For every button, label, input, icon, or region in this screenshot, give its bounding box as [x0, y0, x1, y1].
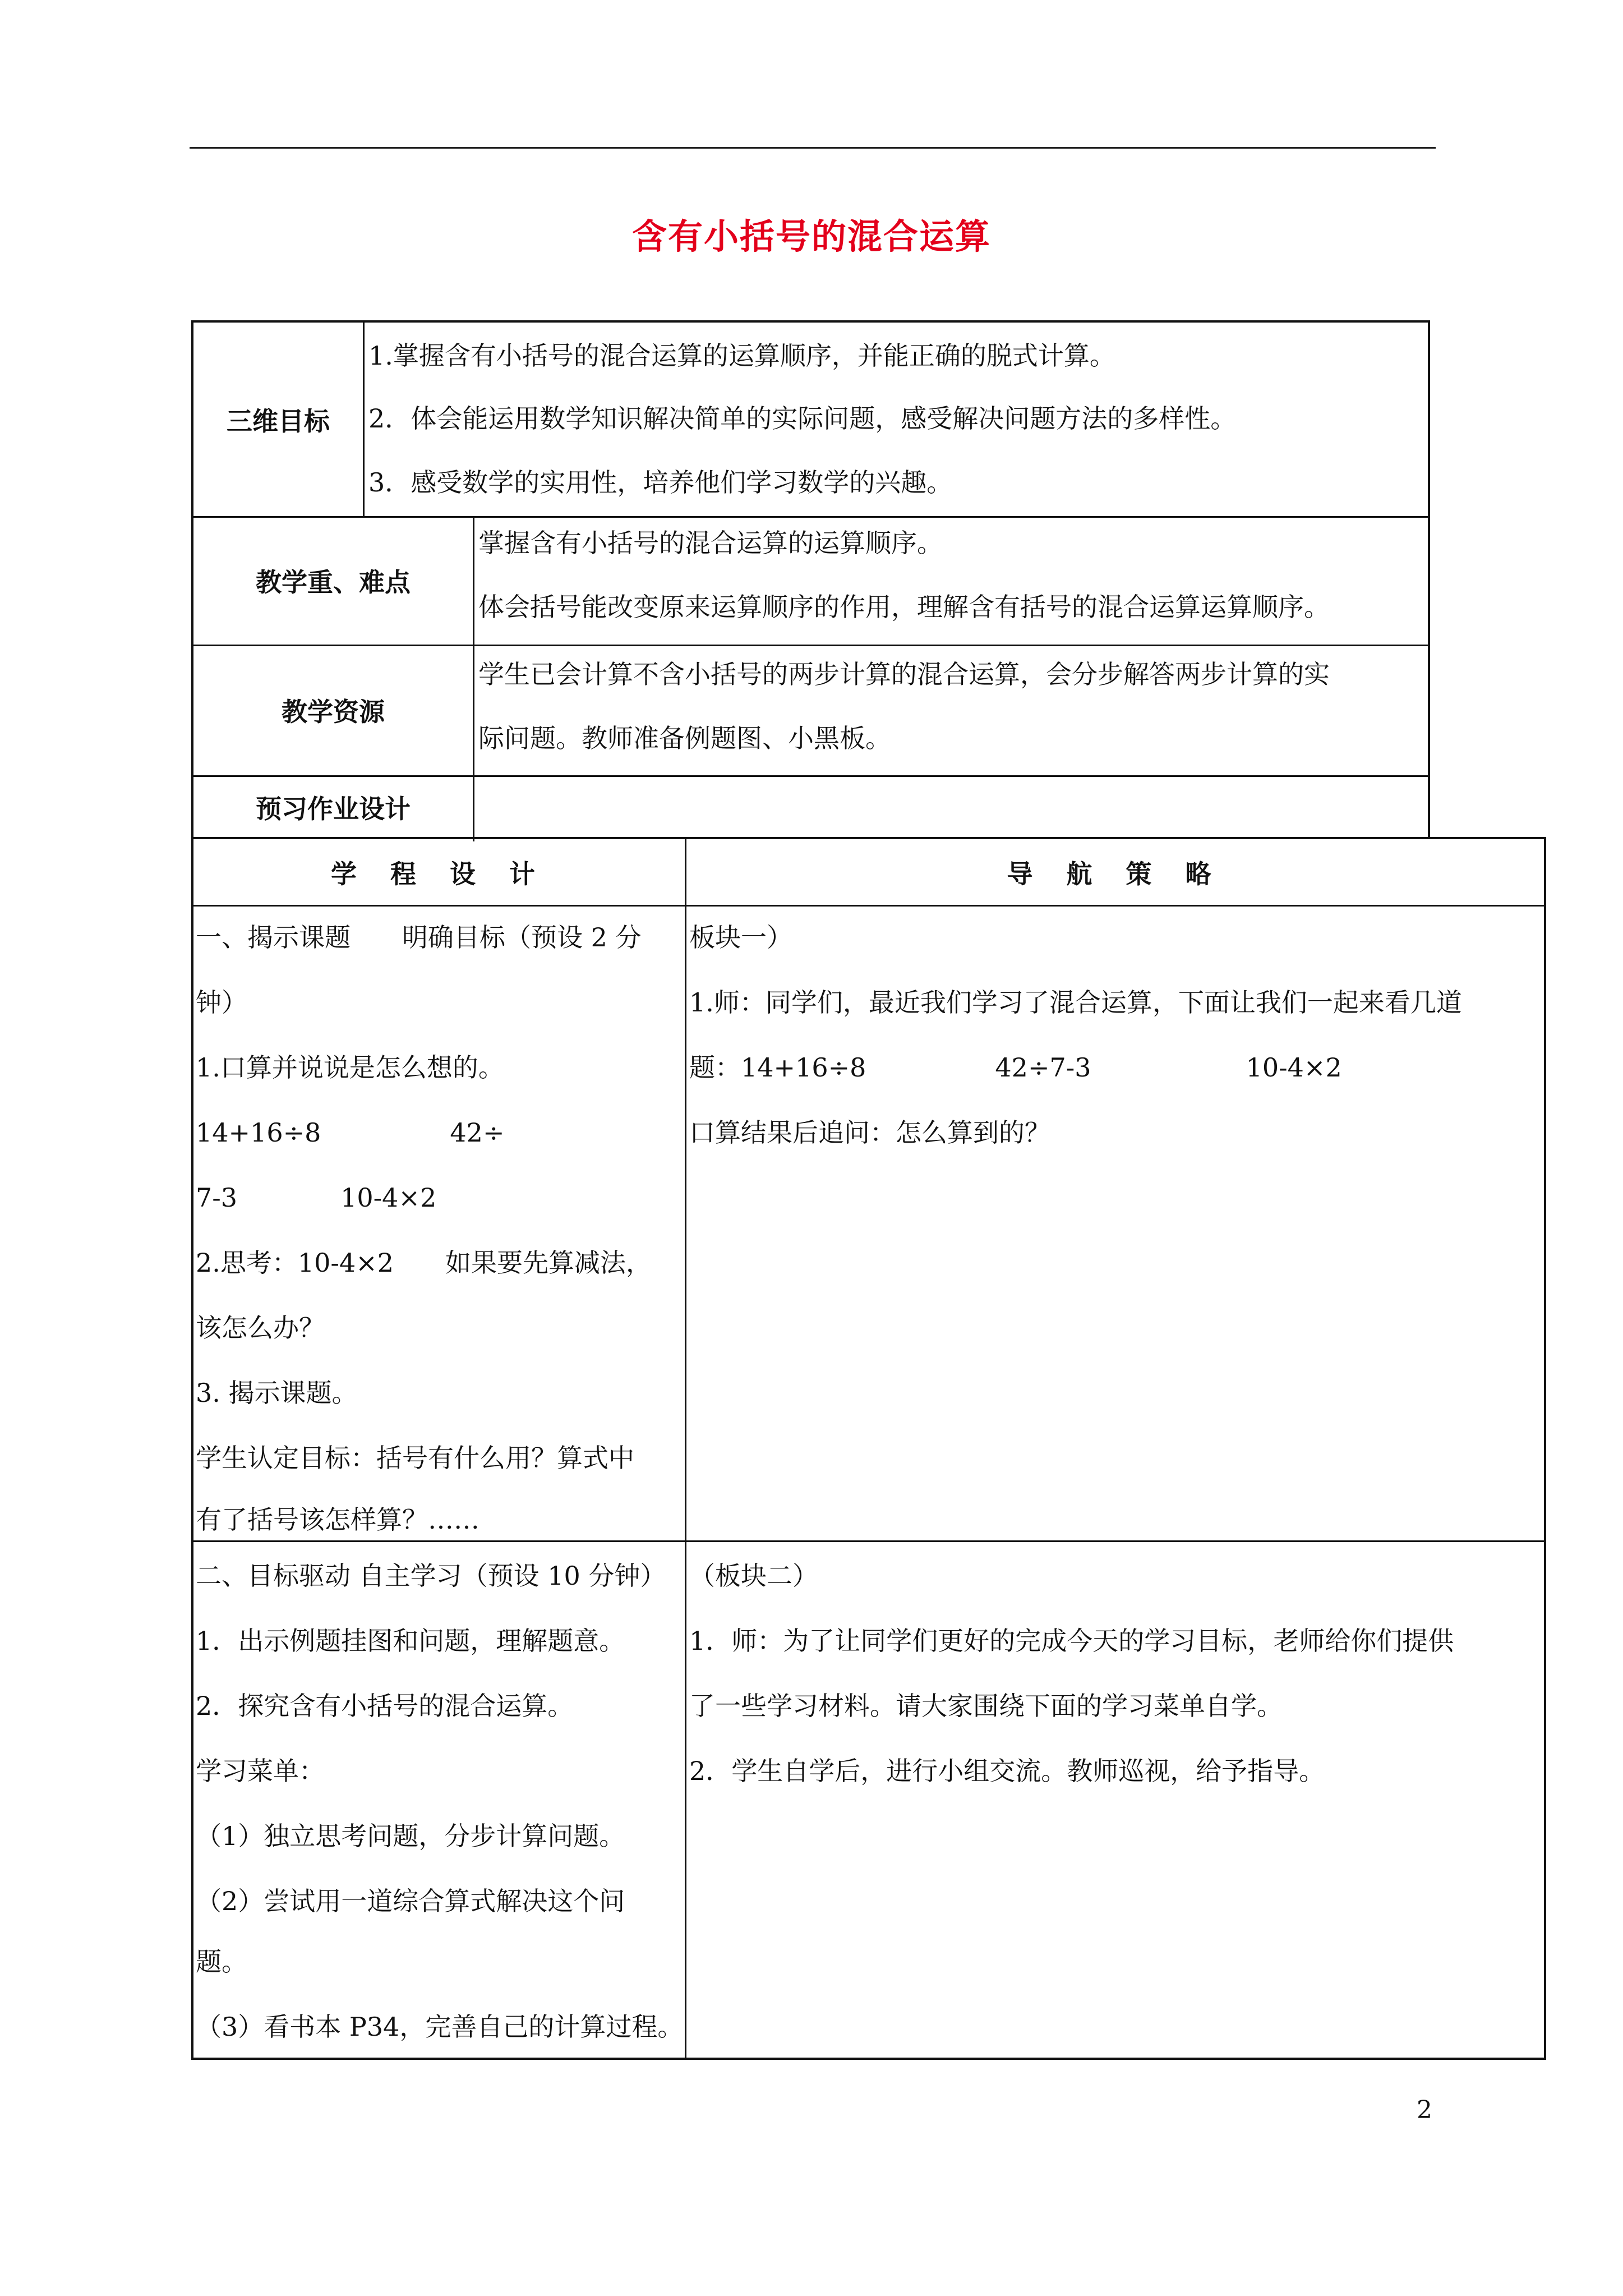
- section1-left-line-4: 14+16÷8 42÷: [196, 1117, 505, 1148]
- section1-left-line-9: 学生认定目标：括号有什么用？算式中: [196, 1443, 634, 1473]
- objective-line-2: 2．体会能运用数学知识解决简单的实际问题，感受解决问题方法的多样性。: [368, 403, 1237, 434]
- header-rule: [190, 147, 1436, 149]
- section1-right-line-3: 题：14+16÷8 42÷7-3 10-4×2: [689, 1052, 1342, 1083]
- section1-left-line-2: 钟）: [196, 987, 247, 1018]
- resources-line-1: 学生已会计算不含小括号的两步计算的混合运算，会分步解答两步计算的实: [478, 659, 1330, 689]
- section2-right-line-3: 了一些学习材料。请大家围绕下面的学习菜单自学。: [689, 1691, 1283, 1721]
- section1-left-line-10: 有了括号该怎样算？……: [196, 1504, 479, 1535]
- section1-left-line-6: 2.思考：10-4×2 如果要先算减法，: [196, 1248, 652, 1278]
- section1-left-line-5: 7-3 10-4×2: [196, 1182, 437, 1213]
- key-points-label: 教学重、难点: [256, 567, 411, 597]
- header-learning-design: 学 程 设 计: [330, 858, 548, 889]
- process-table: [191, 837, 1546, 2060]
- page-number: 2: [1417, 2096, 1432, 2124]
- section2-left-line-1: 二、目标驱动 自主学习（预设 10 分钟）: [196, 1561, 666, 1591]
- section2-left-line-5: （1）独立思考问题，分步计算问题。: [196, 1821, 625, 1851]
- header-navigation-strategy: 导 航 策 略: [1007, 858, 1224, 889]
- homework-label: 预习作业设计: [256, 794, 411, 824]
- objectives-label: 三维目标: [227, 406, 330, 436]
- resources-line-2: 际问题。教师准备例题图、小黑板。: [478, 723, 891, 753]
- section1-left-line-1: 一、揭示课题 明确目标（预设 2 分: [196, 922, 642, 953]
- section2-left-line-7: 题。: [196, 1947, 247, 1977]
- key-point-line-2: 体会括号能改变原来运算顺序的作用，理解含有括号的混合运算运算顺序。: [478, 592, 1330, 622]
- section1-right-line-1: 板块一）: [689, 922, 792, 953]
- homework-content: [474, 775, 1428, 839]
- section2-left-line-4: 学习菜单：: [196, 1756, 325, 1786]
- section2-left-line-8: （3）看书本 P34，完善自己的计算过程。: [196, 2012, 684, 2042]
- section1-left-line-3: 1.口算并说说是怎么想的。: [196, 1052, 504, 1083]
- section2-right-line-1: （板块二）: [689, 1561, 818, 1591]
- section2-left-line-3: 2．探究含有小括号的混合运算。: [196, 1691, 574, 1721]
- resources-label: 教学资源: [282, 696, 385, 727]
- section2-left-line-6: （2）尝试用一道综合算式解决这个问: [196, 1886, 625, 1916]
- section2-left-line-2: 1．出示例题挂图和问题，理解题意。: [196, 1626, 625, 1656]
- objective-line-3: 3．感受数学的实用性，培养他们学习数学的兴趣。: [368, 467, 953, 498]
- info-table: [191, 320, 1430, 839]
- section2-right-line-4: 2．学生自学后，进行小组交流。教师巡视，给予指导。: [689, 1756, 1325, 1786]
- section2-right-line-2: 1．师：为了让同学们更好的完成今天的学习目标，老师给你们提供: [689, 1626, 1454, 1656]
- document-title: 含有小括号的混合运算: [631, 216, 991, 257]
- objective-line-1: 1.掌握含有小括号的混合运算的运算顺序，并能正确的脱式计算。: [368, 341, 1115, 371]
- section1-left-line-7: 该怎么办？: [196, 1313, 325, 1343]
- section1-right-line-4: 口算结果后追问：怎么算到的？: [689, 1117, 1050, 1148]
- section1-right-line-2: 1.师：同学们，最近我们学习了混合运算，下面让我们一起来看几道: [689, 987, 1462, 1018]
- key-point-line-1: 掌握含有小括号的混合运算的运算顺序。: [478, 528, 943, 558]
- section1-left-line-8: 3. 揭示课题。: [196, 1378, 358, 1408]
